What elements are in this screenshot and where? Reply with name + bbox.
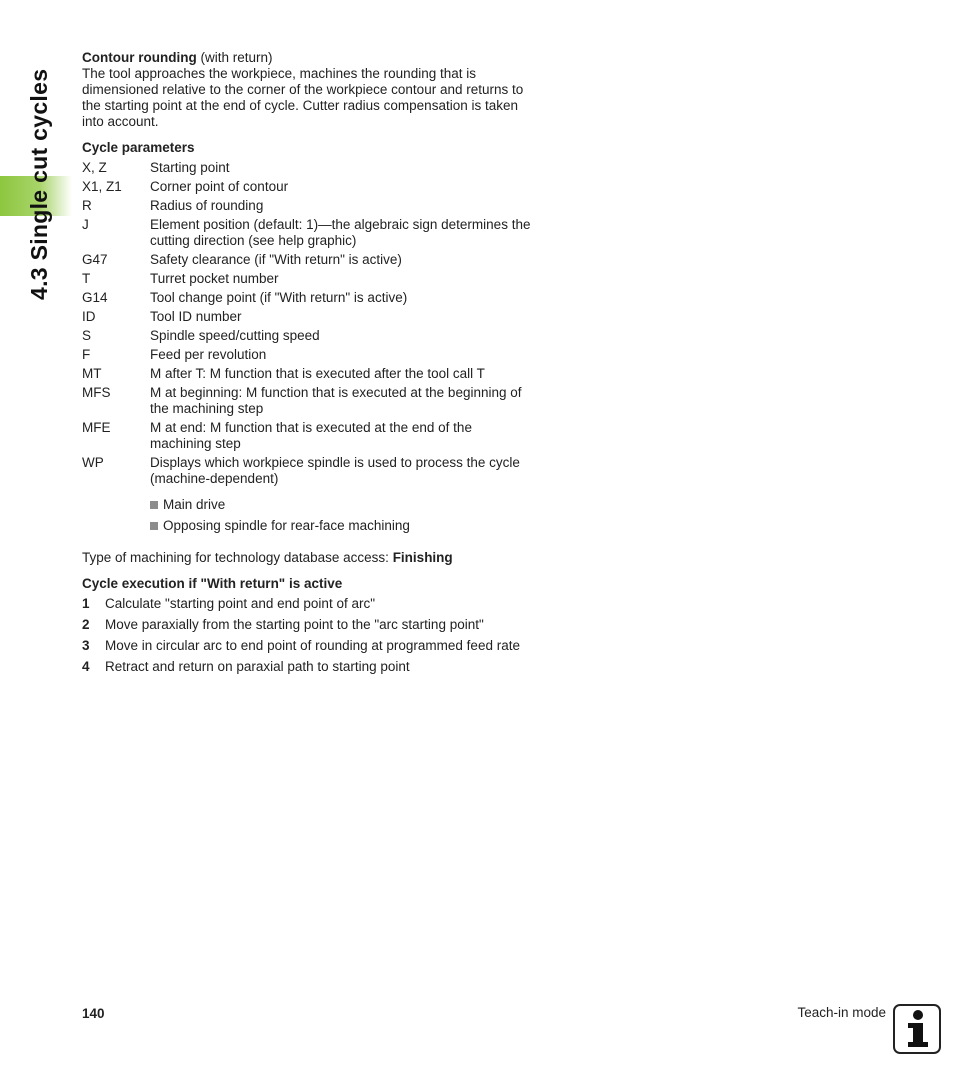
technology-line — [82, 550, 532, 566]
parameter-code: MFS — [82, 385, 111, 400]
parameter-code: G47 — [82, 252, 108, 267]
step-number: 4 — [82, 659, 90, 674]
parameter-code: MT — [82, 366, 102, 381]
parameter-row — [82, 328, 532, 344]
parameter-desc: Spindle speed/cutting speed — [150, 328, 320, 343]
step-text: Calculate "starting point and end point of arc" — [105, 596, 375, 611]
parameter-code: G14 — [82, 290, 108, 305]
step-number: 1 — [82, 596, 90, 611]
parameter-desc: Safety clearance (if "With return" is active) — [150, 252, 402, 267]
parameter-code: X1, Z1 — [82, 179, 122, 194]
main-content — [82, 50, 532, 680]
intro-paragraph — [82, 50, 532, 130]
intro-title-suffix: (with return) — [196, 50, 273, 65]
parameter-desc: M at end: M function that is executed at the end of the machining step — [150, 420, 472, 451]
parameter-code: MFE — [82, 420, 111, 435]
parameter-row — [82, 347, 532, 363]
chapter-title: 4.3 Single cut cycles — [26, 68, 52, 300]
parameter-row — [82, 309, 532, 325]
parameter-row — [82, 420, 532, 452]
parameter-desc: Radius of rounding — [150, 198, 264, 213]
parameter-desc: M at beginning: M function that is executed at the beginning of the machining step — [150, 385, 522, 416]
step-item — [82, 596, 532, 612]
parameter-row — [82, 271, 532, 287]
parameter-list — [82, 160, 532, 487]
parameter-desc: Element position (default: 1)—the algebraic sign determines the cutting direction (see help graphic) — [150, 217, 531, 248]
parameter-code: X, Z — [82, 160, 107, 175]
step-number: 2 — [82, 617, 90, 632]
parameter-row — [82, 179, 532, 195]
execution-heading: Cycle execution if "With return" is active — [82, 576, 343, 591]
parameter-desc: Tool change point (if "With return" is active) — [150, 290, 408, 305]
page-number: 140 — [82, 1006, 105, 1021]
bullet-item — [150, 497, 532, 513]
step-text: Move paraxially from the starting point to the "arc starting point" — [105, 617, 484, 632]
footer-mode-label: Teach-in mode — [797, 1005, 886, 1020]
parameter-row — [82, 252, 532, 268]
step-item — [82, 638, 532, 654]
cycle-parameters-heading: Cycle parameters — [82, 140, 195, 155]
parameter-code: ID — [82, 309, 96, 324]
parameter-code: T — [82, 271, 91, 286]
step-item — [82, 617, 532, 633]
technology-text: Type of machining for technology database access: — [82, 550, 393, 565]
parameter-code: WP — [82, 455, 104, 470]
parameter-desc: Feed per revolution — [150, 347, 267, 362]
step-item — [82, 659, 532, 675]
parameter-code: S — [82, 328, 92, 343]
parameter-code: F — [82, 347, 91, 362]
parameter-desc: Tool ID number — [150, 309, 242, 324]
parameter-desc: Corner point of contour — [150, 179, 289, 194]
parameter-row — [82, 385, 532, 417]
parameter-code: J — [82, 217, 89, 232]
intro-body: The tool approaches the workpiece, machines the rounding that is dimensioned relative to the corner of the workpiece contour and returns to the starting point at the end of cycle. Cutter radius compensation is taken into account. — [82, 66, 524, 129]
info-glyph — [895, 1006, 939, 1052]
bullet-text: Opposing spindle for rear-face machining — [163, 518, 410, 533]
step-number: 3 — [82, 638, 90, 653]
parameter-row — [82, 455, 532, 487]
parameter-desc: Starting point — [150, 160, 230, 175]
parameter-desc: Turret pocket number — [150, 271, 279, 286]
parameter-row — [82, 290, 532, 306]
parameter-row — [82, 217, 532, 249]
step-text: Move in circular arc to end point of rounding at programmed feed rate — [105, 638, 520, 653]
execution-steps — [82, 596, 532, 675]
spindle-options — [150, 497, 532, 534]
bullet-text: Main drive — [163, 497, 226, 512]
info-icon — [893, 1004, 941, 1054]
square-bullet-icon — [150, 501, 158, 509]
square-bullet-icon — [150, 522, 158, 530]
bullet-item — [150, 518, 532, 534]
parameter-row — [82, 198, 532, 214]
parameter-code: R — [82, 198, 92, 213]
parameter-desc: Displays which workpiece spindle is used to process the cycle (machine-dependent) — [150, 455, 520, 486]
parameter-row — [82, 366, 532, 382]
parameter-row — [82, 160, 532, 176]
technology-value: Finishing — [392, 550, 453, 565]
intro-title: Contour rounding — [82, 50, 197, 65]
parameter-desc: M after T: M function that is executed after the tool call T — [150, 366, 485, 381]
step-text: Retract and return on paraxial path to starting point — [105, 659, 410, 674]
